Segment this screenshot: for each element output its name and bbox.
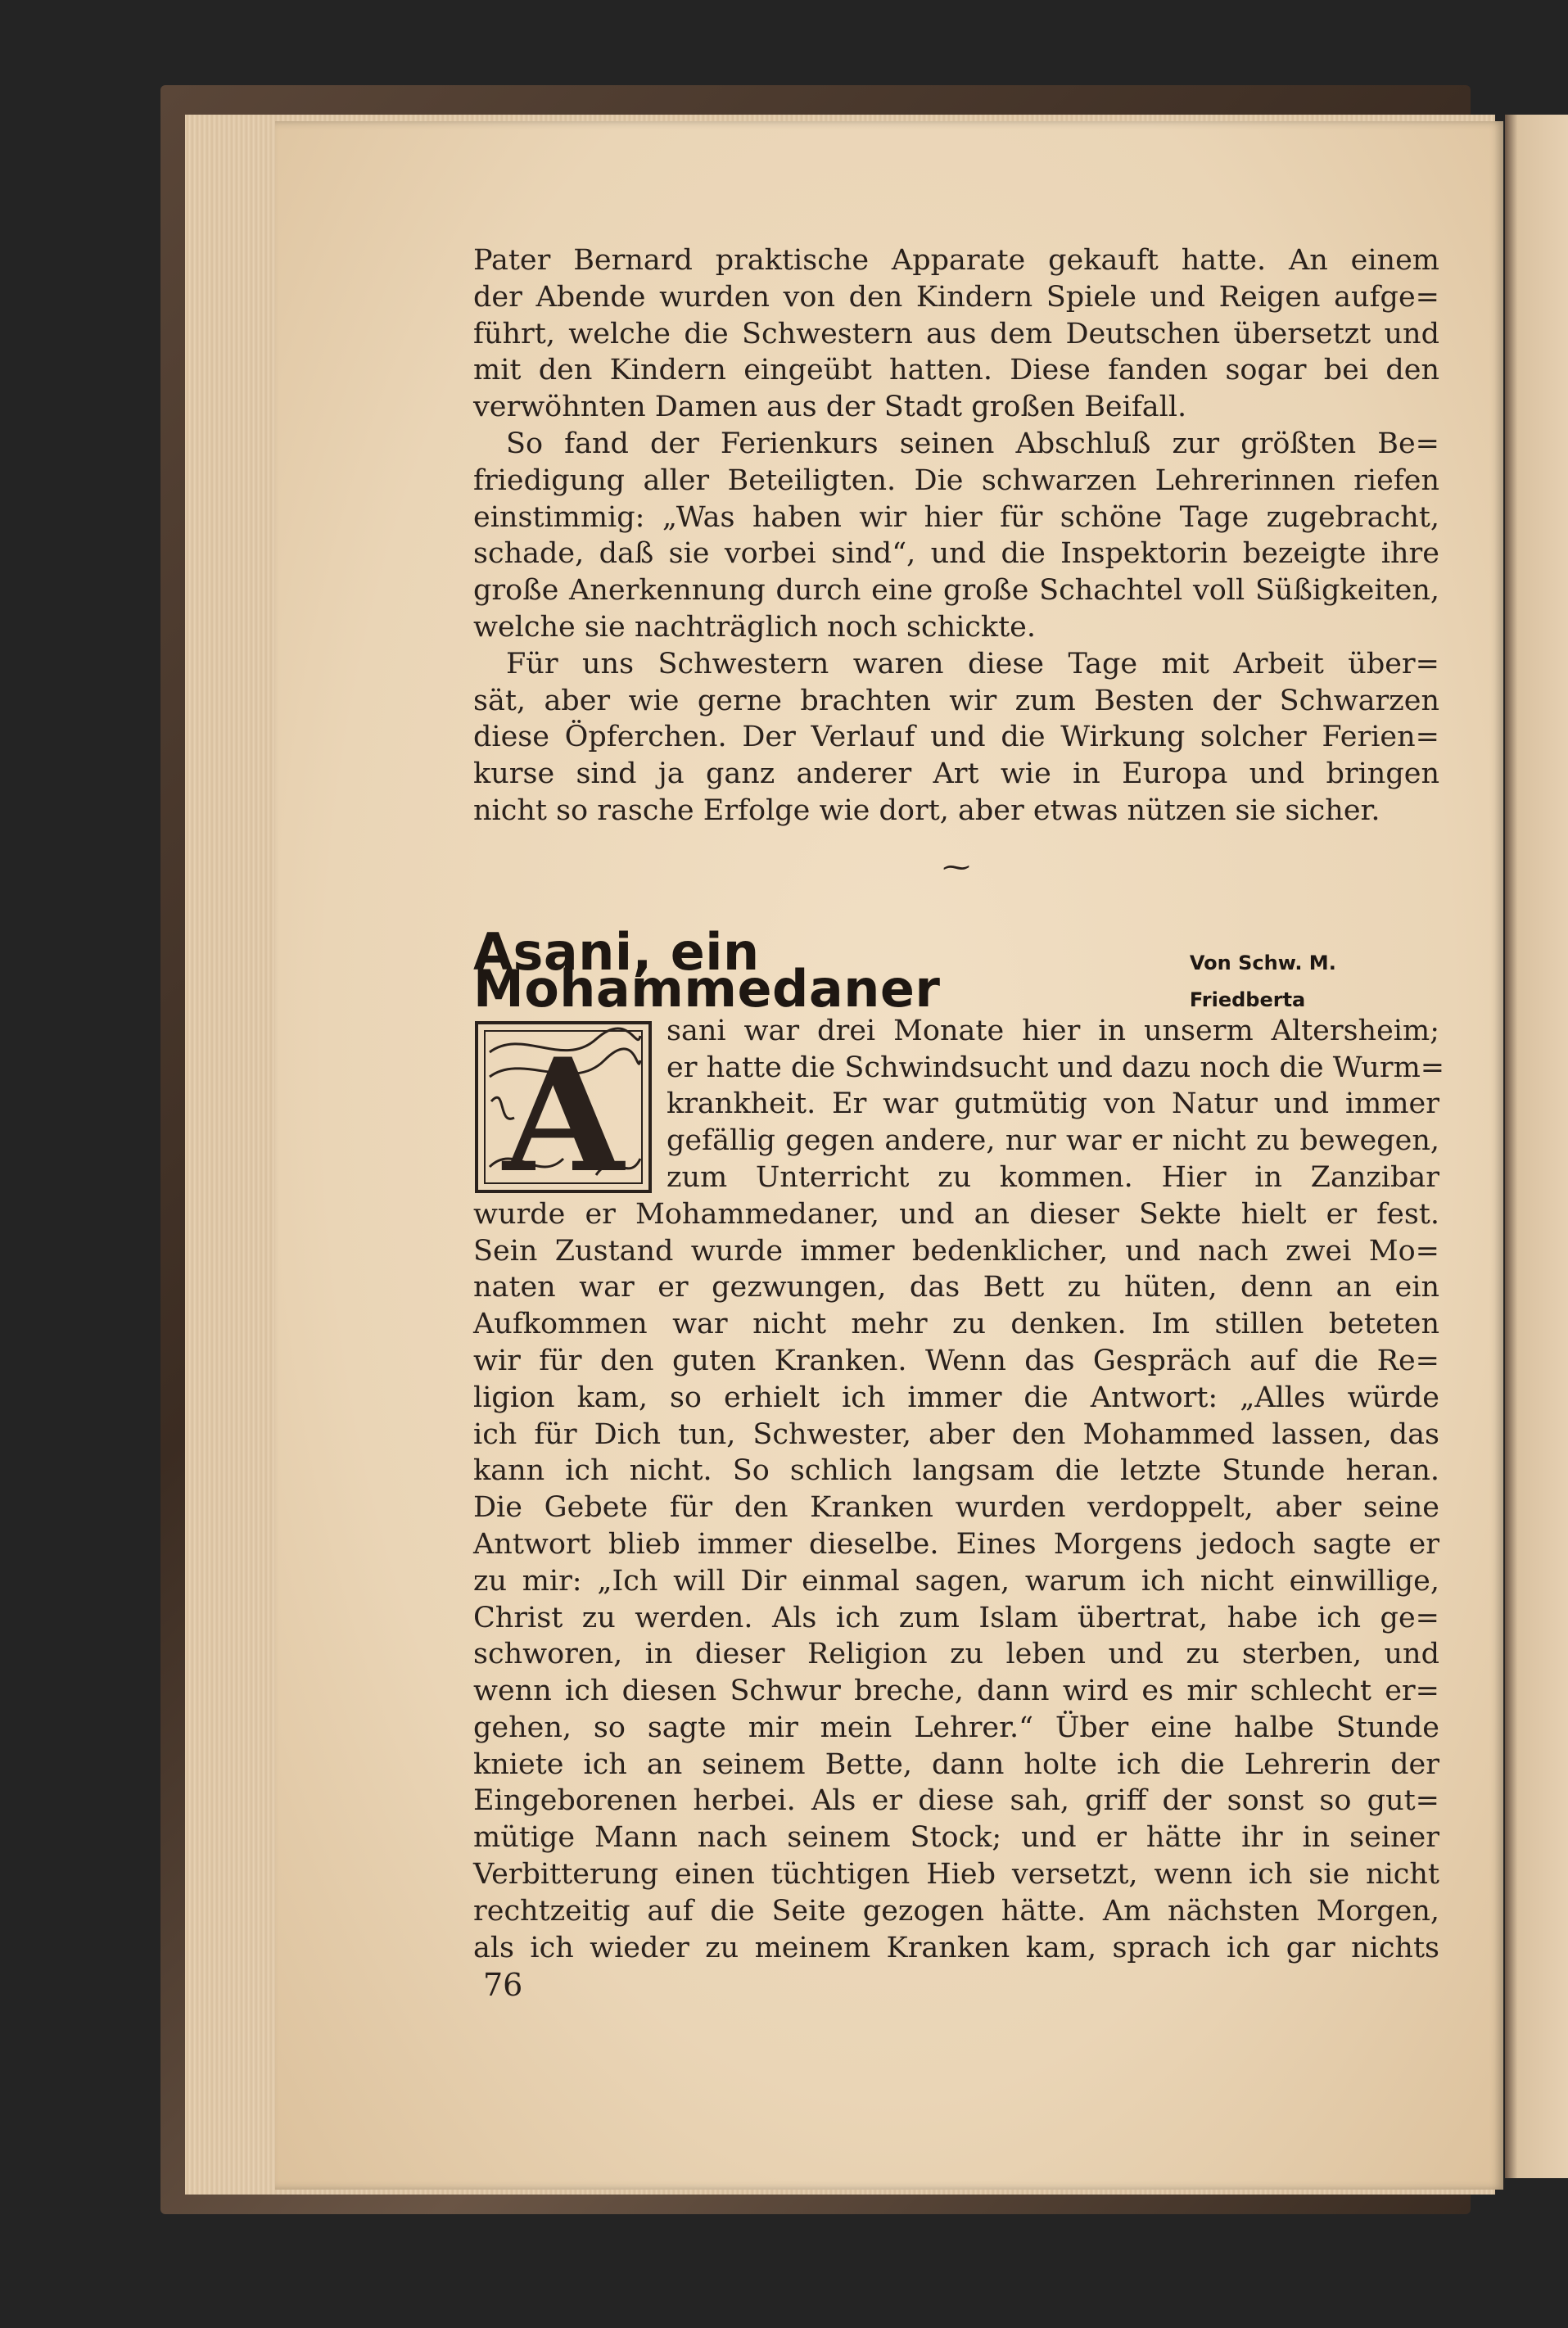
text-line: der Abende wurden von den Kindern Spiele und Reigen aufge= (473, 280, 1439, 314)
text-line: zu mir: „Ich will Dir einmal sagen, warum ich nicht einwillige, (473, 1564, 1439, 1598)
page-number: 76 (483, 1967, 523, 2003)
article-byline: Von Schw. M. Friedberta (1189, 951, 1336, 1011)
text-line: sät, aber wie gerne brachten wir zum Besten der Schwarzen (473, 684, 1439, 717)
text-line: Antwort blieb immer dieselbe. Eines Morgens jedoch sagte er (473, 1527, 1439, 1561)
text-line: Die Gebete für den Kranken wurden verdoppelt, aber seine (473, 1491, 1439, 1525)
adjacent-page-edge (1505, 115, 1568, 2178)
text-line: Pater Bernard praktische Apparate gekauft hatte. An einem (473, 244, 1439, 277)
text-line: kurse sind ja ganz anderer Art wie in Europa und bringen (473, 757, 1439, 791)
text-line: Aufkommen war nicht mehr zu denken. Im stillen beteten (473, 1308, 1439, 1341)
text-line: krankheit. Er war gutmütig von Natur und immer (667, 1087, 1439, 1121)
text-line: gefällig gegen andere, nur war er nicht zu bewegen, (667, 1124, 1439, 1158)
article-body (473, 1196, 1439, 1967)
text-line: nicht so rasche Erfolge wie dort, aber etwas nützen sie sicher. (473, 793, 1380, 827)
text-line: Eingeborenen herbei. Als er diese sah, griff der sonst so gut= (473, 1784, 1439, 1818)
text-line: So fand der Ferienkurs seinen Abschluß zur größten Be= (506, 427, 1439, 460)
text-line: er hatte die Schwindsucht und dazu noch die Wurm= (667, 1051, 1445, 1084)
article-opening (473, 1013, 1445, 1196)
text-line: Für uns Schwestern waren diese Tage mit Arbeit über= (506, 647, 1439, 680)
text-line: führt, welche die Schwestern aus dem Deutschen übersetzt und (473, 317, 1439, 350)
text-line: mit den Kindern eingeübt hatten. Diese fanden sogar bei den (473, 354, 1439, 387)
text-line: Christ zu werden. Als ich zum Islam übertrat, habe ich ge= (473, 1601, 1439, 1634)
text-line: welche sie nachträglich noch schickte. (473, 610, 1037, 644)
article-title: Asani, ein Mohammedaner (473, 921, 941, 1019)
previous-section-text (473, 242, 1439, 829)
decorative-initial-a (473, 1019, 653, 1195)
text-line: große Anerkennung durch eine große Schachtel voll Süßigkeiten, (473, 574, 1439, 608)
text-line: ligion kam, so erhielt ich immer die Antwort: „Alles würde (473, 1381, 1439, 1414)
text-line: Verbitterung einen tüchtigen Hieb versetzt, wenn ich sie nicht (473, 1858, 1439, 1892)
page-text (473, 242, 1445, 1966)
text-line: schade, daß sie vorbei sind“, und die Inspektorin bezeigte ihre (473, 537, 1439, 571)
text-line: wurde er Mohammedaner, und an dieser Sekte hielt er fest. (473, 1197, 1439, 1231)
text-line: sani war drei Monate hier in unserm Altersheim; (667, 1014, 1439, 1047)
text-line: diese Öpferchen. Der Verlauf und die Wirkung solcher Ferien= (473, 721, 1439, 754)
text-line: einstimmig: „Was haben wir hier für schöne Tage zugebracht, (473, 500, 1439, 534)
text-line: rechtzeitig auf die Seite gezogen hätte. Am nächsten Morgen, (473, 1894, 1439, 1928)
text-line: kann ich nicht. So schlich langsam die letzte Stunde heran. (473, 1454, 1439, 1488)
section-end-ornament: ⁓ (942, 851, 970, 884)
text-line: naten war er gezwungen, das Bett zu hüten, denn an ein (473, 1271, 1439, 1304)
article-header (473, 921, 1439, 1019)
text-line: zum Unterricht zu kommen. Hier in Zanzibar (667, 1160, 1439, 1194)
text-line: wir für den guten Kranken. Wenn das Gespräch auf die Re= (473, 1344, 1439, 1377)
text-line: ich für Dich tun, Schwester, aber den Mohammed lassen, das (473, 1417, 1439, 1451)
text-line: als ich wieder zu meinem Kranken kam, sprach ich gar nichts (473, 1931, 1439, 1964)
text-line: Sein Zustand wurde immer bedenklicher, und nach zwei Mo= (473, 1234, 1439, 1268)
text-line: verwöhnten Damen aus der Stadt großen Beifall. (473, 391, 1187, 424)
text-line: kniete ich an seinem Bette, dann holte ich die Lehrerin der (473, 1747, 1439, 1781)
text-line: friedigung aller Beteiligten. Die schwarzen Lehrerinnen riefen (473, 463, 1439, 497)
initial-letter: A (503, 1024, 624, 1195)
text-line: schworen, in dieser Religion zu leben und zu sterben, und (473, 1638, 1439, 1671)
text-line: mütige Mann nach seinem Stock; und er hätte ihr in seiner (473, 1821, 1439, 1855)
text-line: gehen, so sagte mir mein Lehrer.“ Über eine halbe Stunde (473, 1711, 1439, 1744)
text-line: wenn ich diesen Schwur breche, dann wird es mir schlecht er= (473, 1675, 1439, 1708)
